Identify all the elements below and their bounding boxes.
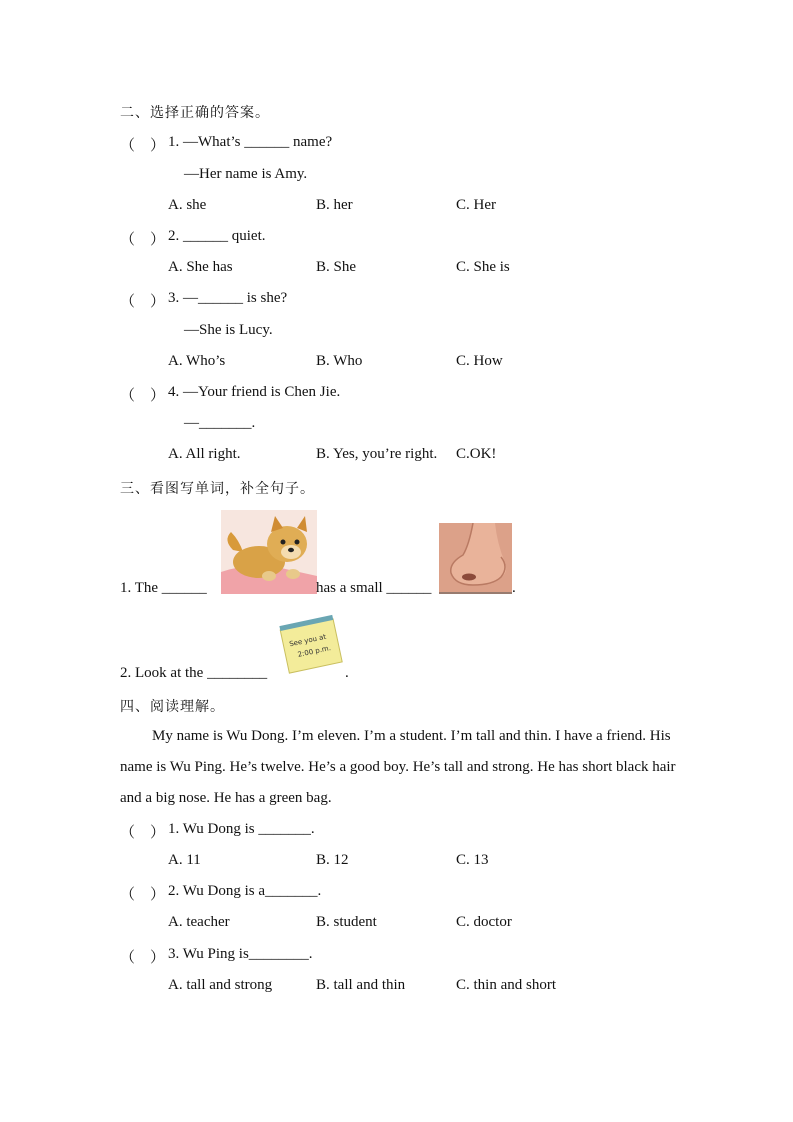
question-2-1-stem: 1. —What’s ______ name? (168, 134, 333, 150)
option-c: C.OK! (456, 446, 497, 462)
answer-paren: （ ） (120, 138, 166, 154)
option-b: B. Who (316, 353, 363, 369)
note-picture (276, 612, 346, 678)
answer-paren: （ ） (120, 388, 166, 404)
option-c: C. She is (456, 259, 510, 275)
option-b: B. Yes, you’re right. (316, 446, 438, 462)
option-a: A. 11 (168, 852, 201, 868)
option-b: B. tall and thin (316, 977, 406, 993)
question-2-4-line2: —_______. (184, 415, 256, 431)
nose-picture (439, 523, 512, 594)
option-b: B. 12 (316, 852, 349, 868)
answer-paren: （ ） (120, 887, 166, 903)
sentence-1-part1: 1. The ______ (120, 580, 207, 596)
option-a: A. She has (168, 259, 233, 275)
dog-picture (221, 510, 317, 594)
question-4-3-stem: 3. Wu Ping is________. (168, 946, 313, 962)
option-b: B. student (316, 914, 377, 930)
question-4-2-stem: 2. Wu Dong is a_______. (168, 883, 322, 899)
section-2-heading: 二、选择正确的答案。 (120, 105, 270, 121)
option-c: C. doctor (456, 914, 512, 930)
answer-paren: （ ） (120, 294, 166, 310)
sentence-1-part2: has a small ______ (316, 580, 432, 596)
sentence-2-part1: 2. Look at the ________ (120, 665, 268, 681)
sentence-2-end: . (345, 665, 349, 681)
option-b: B. her (316, 197, 353, 213)
answer-paren: （ ） (120, 232, 166, 248)
note-text-line2: 2:00 p.m. (296, 644, 332, 659)
question-4-1-stem: 1. Wu Dong is _______. (168, 821, 315, 837)
sentence-1-end: . (512, 580, 516, 596)
option-a: A. she (168, 197, 207, 213)
question-2-2-stem: 2. ______ quiet. (168, 228, 266, 244)
question-2-3-line2: —She is Lucy. (184, 322, 273, 338)
section-3-heading: 三、看图写单词，补全句子。 (120, 481, 315, 497)
question-2-1-line2: —Her name is Amy. (184, 166, 308, 182)
answer-paren: （ ） (120, 950, 166, 966)
reading-passage: My name is Wu Dong. I’m eleven. I’m a student. I’m tall and thin. I have a friend. His name is Wu Ping. He’s twelve. He’s a good boy. He’s tall and strong. He has short black hair and a big nose. He has a green bag. (120, 728, 676, 806)
option-a: A. tall and strong (168, 977, 273, 993)
option-c: C. thin and short (456, 977, 556, 993)
option-b: B. She (316, 259, 357, 275)
option-c: C. How (456, 353, 503, 369)
option-a: A. Who’s (168, 353, 226, 369)
option-a: A. teacher (168, 914, 230, 930)
option-a: A. All right. (168, 446, 241, 462)
question-2-3-stem: 3. —______ is she? (168, 290, 288, 306)
option-c: C. 13 (456, 852, 489, 868)
question-2-4-stem: 4. —Your friend is Chen Jie. (168, 384, 341, 400)
option-c: C. Her (456, 197, 496, 213)
note-text-line1: See you at (288, 632, 327, 649)
answer-paren: （ ） (120, 825, 166, 841)
section-4-heading: 四、阅读理解。 (120, 699, 225, 715)
